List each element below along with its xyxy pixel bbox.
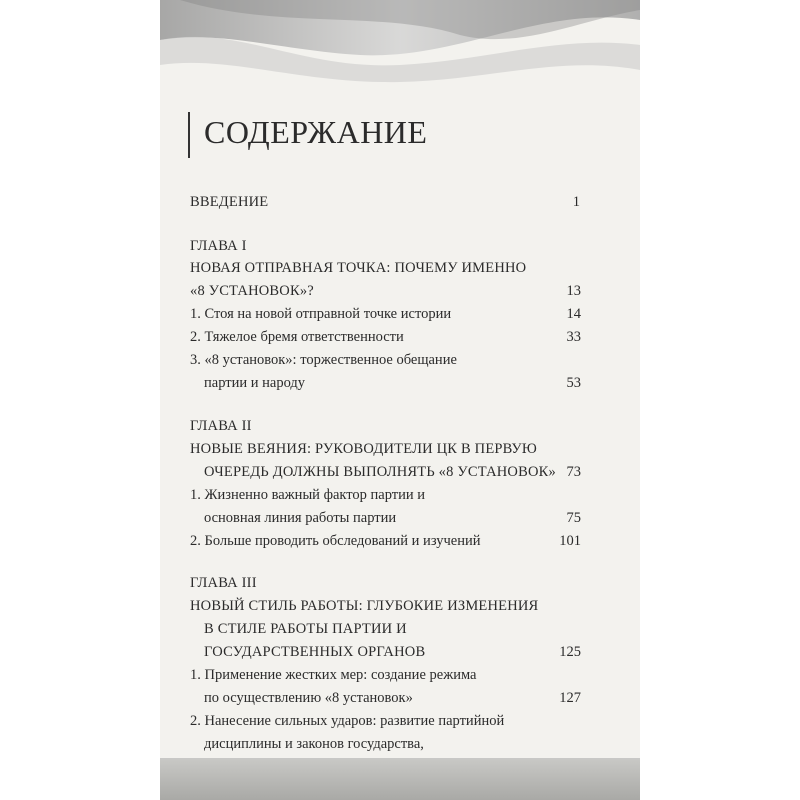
chapter3-heading: ГЛАВА III: [190, 575, 257, 591]
toc-entry-1-2-page: 33: [566, 329, 581, 345]
page-title: СОДЕРЖАНИЕ: [204, 114, 428, 150]
toc-entry-3-1-page: 127: [559, 690, 581, 706]
chapter2-title-page: 73: [566, 464, 581, 480]
intro-label: ВВЕДЕНИЕ: [190, 194, 269, 210]
title-bracket: [188, 112, 190, 158]
chapter1-title-page: 13: [566, 283, 581, 299]
decorative-ribbon-graphic: [160, 0, 640, 90]
toc-entry-2-2: 2. Больше проводить обследований и изучений: [190, 533, 481, 549]
toc-entry-1-3: 3. «8 установок»: торжественное обещание: [190, 352, 457, 368]
chapter2-title-line2: ОЧЕРЕДЬ ДОЛЖНЫ ВЫПОЛНЯТЬ «8 УСТАНОВОК»: [204, 464, 556, 480]
chapter3-title-line3: ГОСУДАРСТВЕННЫХ ОРГАНОВ: [204, 644, 426, 660]
toc-entry-1-3-page: 53: [566, 375, 581, 391]
toc-entry-1-1-page: 14: [566, 306, 581, 322]
toc-entry-3-1-cont: по осуществлению «8 установок»: [204, 690, 413, 706]
chapter2-title-line1: НОВЫЕ ВЕЯНИЯ: РУКОВОДИТЕЛИ ЦК В ПЕРВУЮ: [190, 441, 537, 457]
chapter1-title-line1: НОВАЯ ОТПРАВНАЯ ТОЧКА: ПОЧЕМУ ИМЕННО: [190, 260, 527, 276]
chapter3-title-line2: В СТИЛЕ РАБОТЫ ПАРТИИ И: [204, 621, 407, 637]
chapter2-heading: ГЛАВА II: [190, 418, 252, 434]
toc-entry-3-2: 2. Нанесение сильных ударов: развитие партийной: [190, 713, 505, 729]
chapter3-title-page: 125: [559, 644, 581, 660]
toc-entry-1-1: 1. Стоя на новой отправной точке истории: [190, 306, 452, 322]
toc-entry-2-1: 1. Жизненно важный фактор партии и: [190, 487, 426, 503]
bottom-band: [160, 758, 640, 800]
intro-page: 1: [572, 194, 580, 210]
toc-entry-3-1: 1. Применение жестких мер: создание режима: [190, 667, 477, 683]
toc-entry-1-2: 2. Тяжелое бремя ответственности: [190, 329, 404, 345]
chapter1-heading: ГЛАВА I: [190, 238, 247, 254]
chapter3-title-line1: НОВЫЙ СТИЛЬ РАБОТЫ: ГЛУБОКИЕ ИЗМЕНЕНИЯ: [190, 598, 539, 614]
toc-entry-2-2-page: 101: [559, 533, 581, 549]
toc-entry-1-3-cont: партии и народу: [204, 375, 306, 391]
toc-entry-2-1-page: 75: [566, 510, 581, 526]
toc-entry-2-1-cont: основная линия работы партии: [204, 510, 397, 526]
chapter1-title-line2: «8 УСТАНОВОК»?: [190, 283, 314, 299]
toc-entry-3-2-cont: дисциплины и законов государства,: [204, 736, 424, 752]
